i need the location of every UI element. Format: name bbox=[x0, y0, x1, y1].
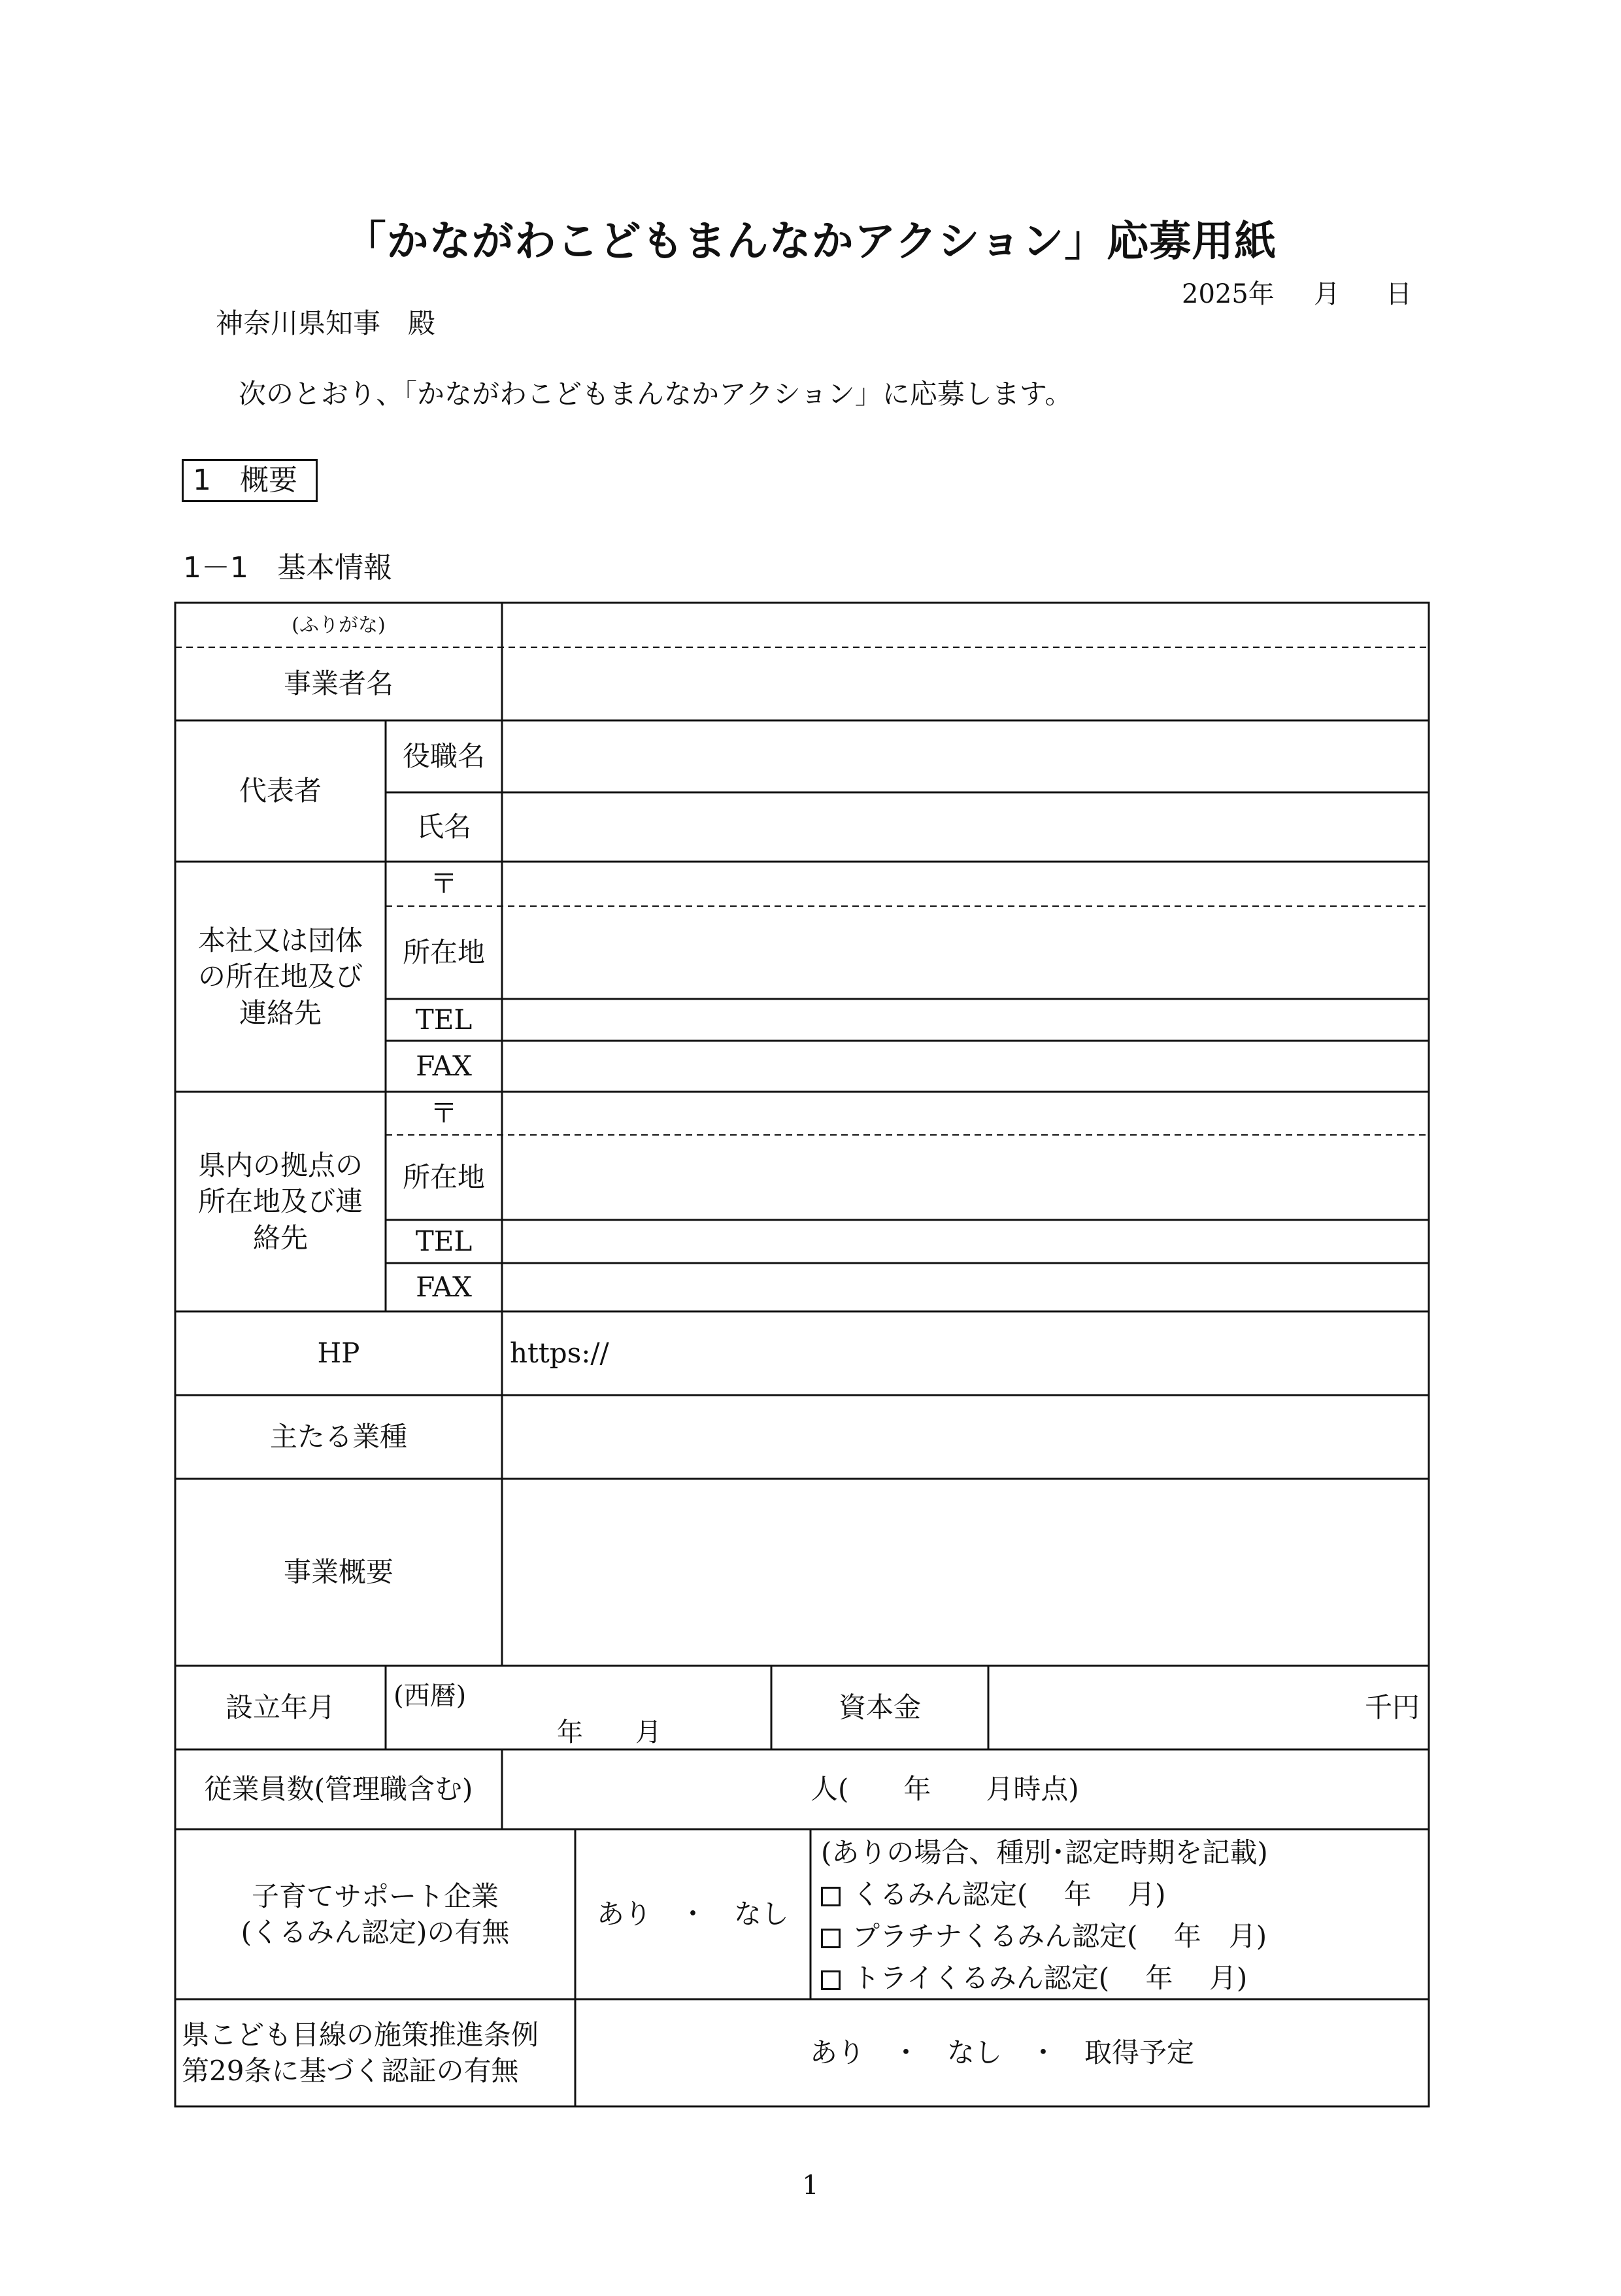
hp-label: HP bbox=[317, 1337, 360, 1370]
hq-fax-label: FAX bbox=[416, 1050, 472, 1083]
kurumin-yes-no[interactable]: あり ・ なし bbox=[596, 1898, 789, 1931]
hp-field[interactable]: https:// bbox=[510, 1337, 609, 1370]
branch-tel-label: TEL bbox=[415, 1225, 473, 1258]
employees-label: 従業員数(管理職含む) bbox=[204, 1773, 473, 1806]
kurumin-label-line: 子育てサポート企業 bbox=[251, 1880, 499, 1912]
established-label: 設立年月 bbox=[225, 1691, 335, 1724]
established-year-month[interactable]: 年 月 bbox=[557, 1717, 661, 1747]
form-title: 「かながわこどもまんなかアクション」応募用紙 bbox=[344, 218, 1277, 266]
ordinance-label-line: 第29条に基づく認証の有無 bbox=[182, 2055, 519, 2087]
section-title: 1 概要 bbox=[182, 459, 318, 502]
furigana-label: (ふりがな) bbox=[292, 614, 386, 637]
representative-title-field[interactable] bbox=[502, 720, 1429, 792]
branch-tel-field[interactable] bbox=[502, 1220, 1429, 1263]
branch-address-label: 所在地 bbox=[402, 1161, 485, 1194]
branch-fax-label: FAX bbox=[416, 1271, 472, 1304]
capital-label: 資本金 bbox=[838, 1691, 921, 1724]
kurumin-option-label: くるみん認定( 年 月) bbox=[852, 1878, 1166, 1910]
branch-label-line: 所在地及び連 bbox=[197, 1185, 363, 1218]
addressee: 神奈川県知事 殿 bbox=[216, 307, 436, 339]
checkbox[interactable] bbox=[821, 1929, 841, 1948]
employees-field[interactable]: 人( 年 月時点) bbox=[811, 1773, 1079, 1806]
hq-label-line: 本社又は団体 bbox=[197, 924, 363, 956]
title-label: 役職名 bbox=[402, 740, 485, 773]
ordinance-label bbox=[175, 1999, 575, 2106]
branch-address-field[interactable] bbox=[502, 1135, 1429, 1220]
kurumin-options bbox=[821, 1832, 1268, 1999]
intro-text: 次のとおり、「かながわこどもまんなかアクション」に応募します。 bbox=[239, 378, 1073, 410]
business-name-field[interactable] bbox=[502, 649, 1429, 720]
hq-contact-label bbox=[175, 862, 386, 1092]
hq-tel-field[interactable] bbox=[502, 999, 1429, 1041]
capital-field[interactable]: 千円 bbox=[1364, 1691, 1420, 1724]
hq-address-field[interactable] bbox=[502, 906, 1429, 999]
try-kurumin-option-label: トライくるみん認定( 年 月) bbox=[852, 1962, 1248, 1994]
kurumin-label-line: (くるみん認定)の有無 bbox=[241, 1916, 510, 1948]
checkbox[interactable] bbox=[821, 1887, 841, 1906]
hq-postal-field[interactable] bbox=[502, 862, 1429, 906]
kurumin-option[interactable] bbox=[821, 1874, 1268, 1916]
branch-label-line: 絡先 bbox=[252, 1221, 308, 1254]
subsection-title: 1－1 基本情報 bbox=[183, 551, 392, 584]
branch-postal-label: 〒 bbox=[429, 1097, 458, 1130]
kurumin-note: (ありの場合、種別･認定時期を記載) bbox=[821, 1836, 1268, 1868]
date-year: 2025年 bbox=[1182, 279, 1275, 309]
checkbox[interactable] bbox=[821, 1970, 841, 1990]
branch-label-line: 県内の拠点の bbox=[197, 1149, 363, 1181]
hq-fax-field[interactable] bbox=[502, 1041, 1429, 1092]
furigana-field[interactable] bbox=[502, 603, 1429, 647]
representative-name-field[interactable] bbox=[502, 792, 1429, 862]
ordinance-options[interactable]: あり ・ なし ・ 取得予定 bbox=[809, 2036, 1194, 2069]
platinum-kurumin-option-label: プラチナくるみん認定( 年 月) bbox=[852, 1920, 1267, 1952]
hq-label-line: 連絡先 bbox=[239, 996, 322, 1029]
industry-label: 主たる業種 bbox=[269, 1421, 407, 1453]
hq-postal-label: 〒 bbox=[429, 868, 458, 900]
date-month: 月 bbox=[1314, 279, 1340, 309]
branch-contact-label bbox=[175, 1092, 386, 1311]
business-name-label: 事業者名 bbox=[283, 667, 393, 700]
platinum-kurumin-option[interactable] bbox=[821, 1916, 1268, 1957]
branch-postal-field[interactable] bbox=[502, 1092, 1429, 1135]
hq-tel-label: TEL bbox=[415, 1004, 473, 1036]
ordinance-label-line: 県こども目線の施策推進条例 bbox=[182, 2018, 539, 2051]
try-kurumin-option[interactable] bbox=[821, 1957, 1268, 1999]
hq-address-label: 所在地 bbox=[402, 936, 485, 969]
branch-fax-field[interactable] bbox=[502, 1263, 1429, 1311]
date-day: 日 bbox=[1386, 279, 1412, 309]
page-number: 1 bbox=[802, 2170, 819, 2201]
western-calendar-note: (西暦) bbox=[393, 1681, 467, 1711]
overview-label: 事業概要 bbox=[283, 1556, 393, 1589]
representative-label: 代表者 bbox=[239, 775, 322, 807]
overview-field[interactable] bbox=[502, 1479, 1429, 1666]
industry-field[interactable] bbox=[502, 1395, 1429, 1479]
name-label: 氏名 bbox=[416, 811, 471, 843]
hq-label-line: の所在地及び bbox=[197, 960, 363, 993]
kurumin-label bbox=[175, 1829, 575, 1999]
